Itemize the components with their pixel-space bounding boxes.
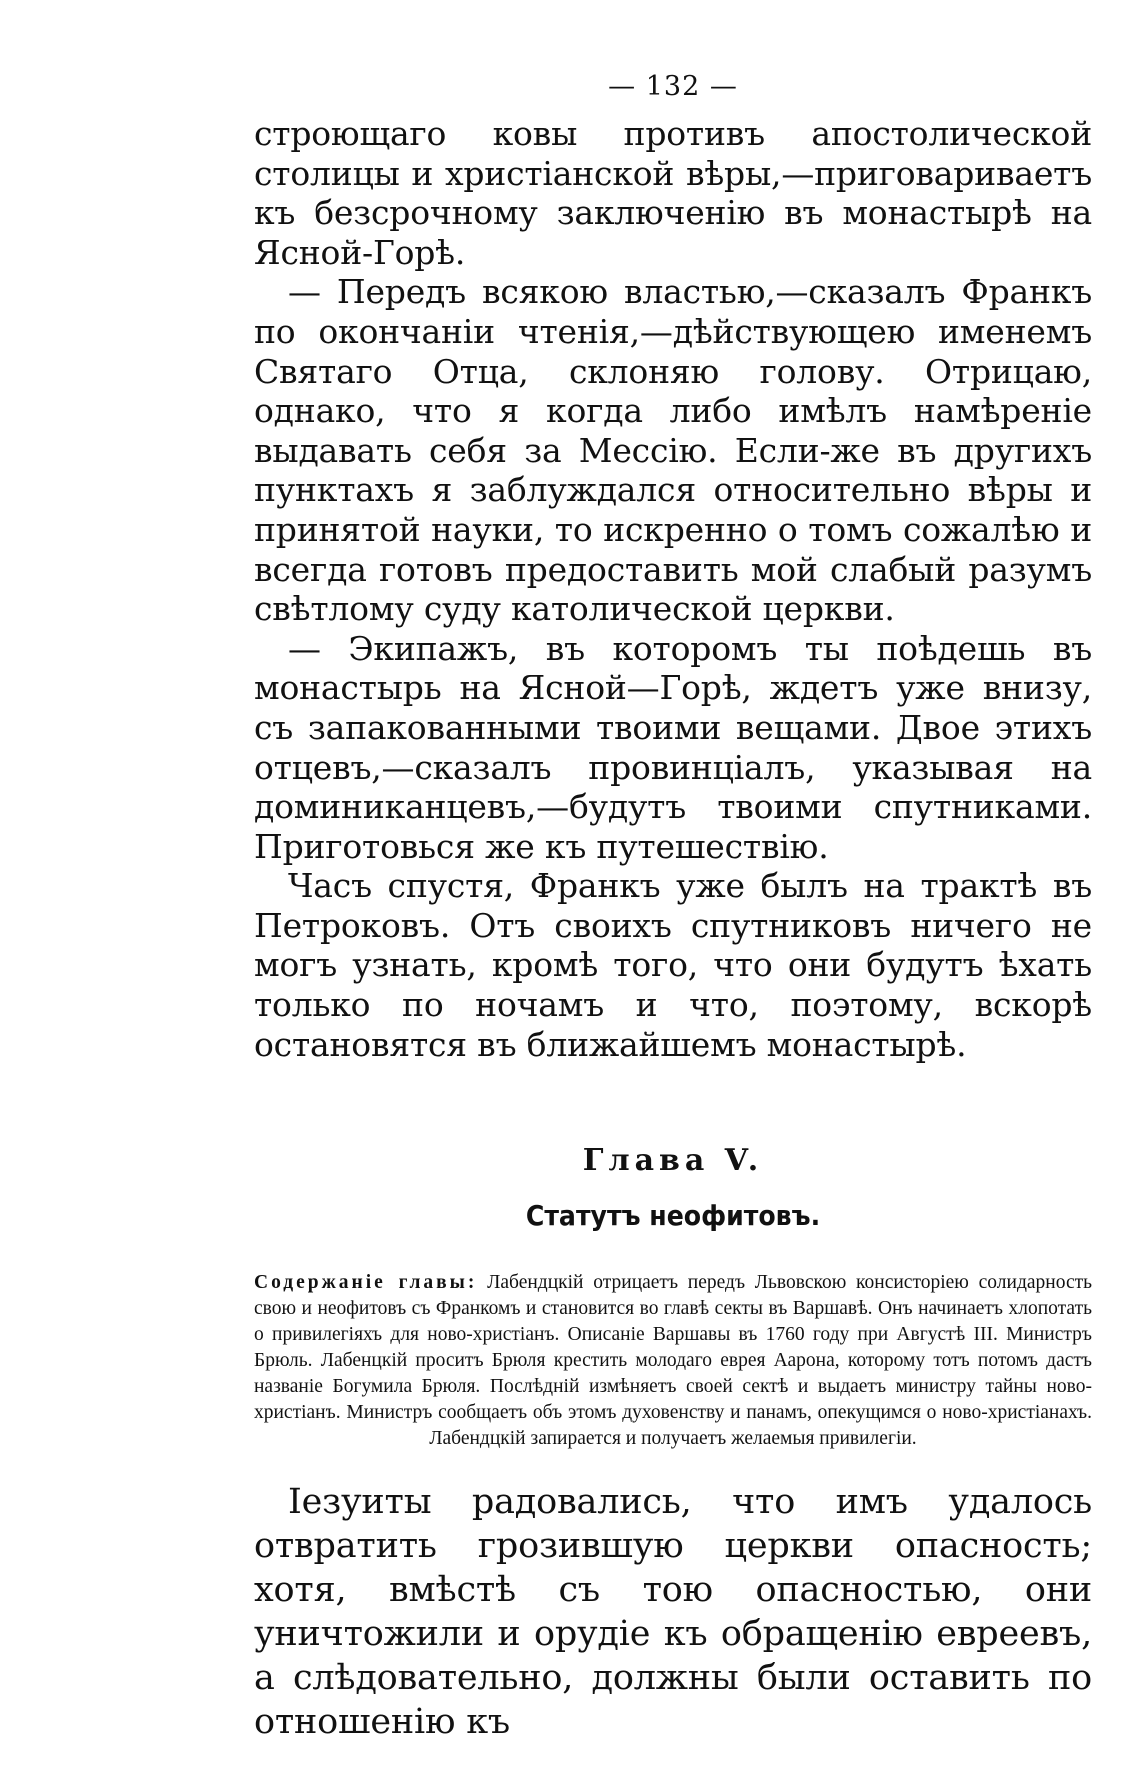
paragraph-2: — Передъ всякою властью,—сказалъ Франкъ по окончаніи чтенія,—дѣйствующею именемъ Святаго Отца, склоняю голову. Отрицаю, однако, что я когда либо имѣлъ намѣреніе выдавать себя за Мессію. Если-же въ другихъ пунктахъ я заблуждался относительно вѣры и принятой науки, то искренно о томъ сожалѣю и всегда готовъ предоставить мой слабый разумъ свѣтлому суду католической церкви. [254, 272, 1092, 629]
summary-text: Лабендцкій отрицаетъ передъ Львовскою консисторіею солидарность свою и неофитовъ съ Франкомъ и становится во главѣ секты въ Варшавѣ. Онъ начинаетъ хлопотать о привилегіяхъ для ново-христіанъ. Описаніе Варшавы въ 1760 году при Августѣ III. Министръ Брюль. Лабенцкій проситъ Брюля крестить молодаго еврея Аарона, которому тотъ потомъ дастъ названіе Богумила Брюля. Послѣдній измѣняетъ своей сектѣ и выдаетъ министру тайны ново-христіанъ. Министръ сообщаетъ объ этомъ духовенству и панамъ, опекущимся о ново-христіанахъ. Лабендцкій запирается и получаетъ желаемыя привилегіи. [254, 1272, 1093, 1450]
paragraph-5: Іезуиты радовались, что имъ удалось отвратить грозившую церкви опасность; хотя, вмѣстѣ съ тою опасностью, они уничтожили и орудіе къ обращенію евреевъ, а слѣдовательно, должны были оставить по отношенію къ [254, 1482, 1092, 1743]
chapter-summary [254, 1270, 1092, 1452]
paragraph-1: строющаго ковы противъ апостолической столицы и христіанской вѣры,—приговариваетъ къ безсрочному заключенію въ монастырѣ на Ясной-Горѣ. [254, 114, 1092, 272]
paragraph-4: Часъ спустя, Франкъ уже былъ на трактѣ въ Петроковъ. Отъ своихъ спутниковъ ничего не могъ узнать, кромѣ того, что они будутъ ѣхать только по ночамъ и что, поэтому, вскорѣ остановятся въ ближайшемъ монастырѣ. [254, 866, 1092, 1064]
chapter-subtitle: Статутъ неофитовъ. [525, 1199, 821, 1233]
book-page [254, 68, 1092, 1758]
chapter-spacer [254, 1064, 1092, 1140]
paragraph-3: — Экипажъ, въ которомъ ты поѣдешь въ монастырь на Ясной—Горѣ, ждетъ уже внизу, съ запакованными твоими вещами. Двое этихъ отцевъ,—сказалъ провинціалъ, указывая на доминиканцевъ,—будутъ твоими спутниками. Приготовься же къ путешествію. [254, 628, 1092, 866]
chapter-title: Глава V. [582, 1143, 764, 1179]
section-spacer [254, 1452, 1092, 1480]
page-number: — 132 — [608, 71, 738, 102]
summary-label: Содержаніе главы: [254, 1272, 478, 1294]
